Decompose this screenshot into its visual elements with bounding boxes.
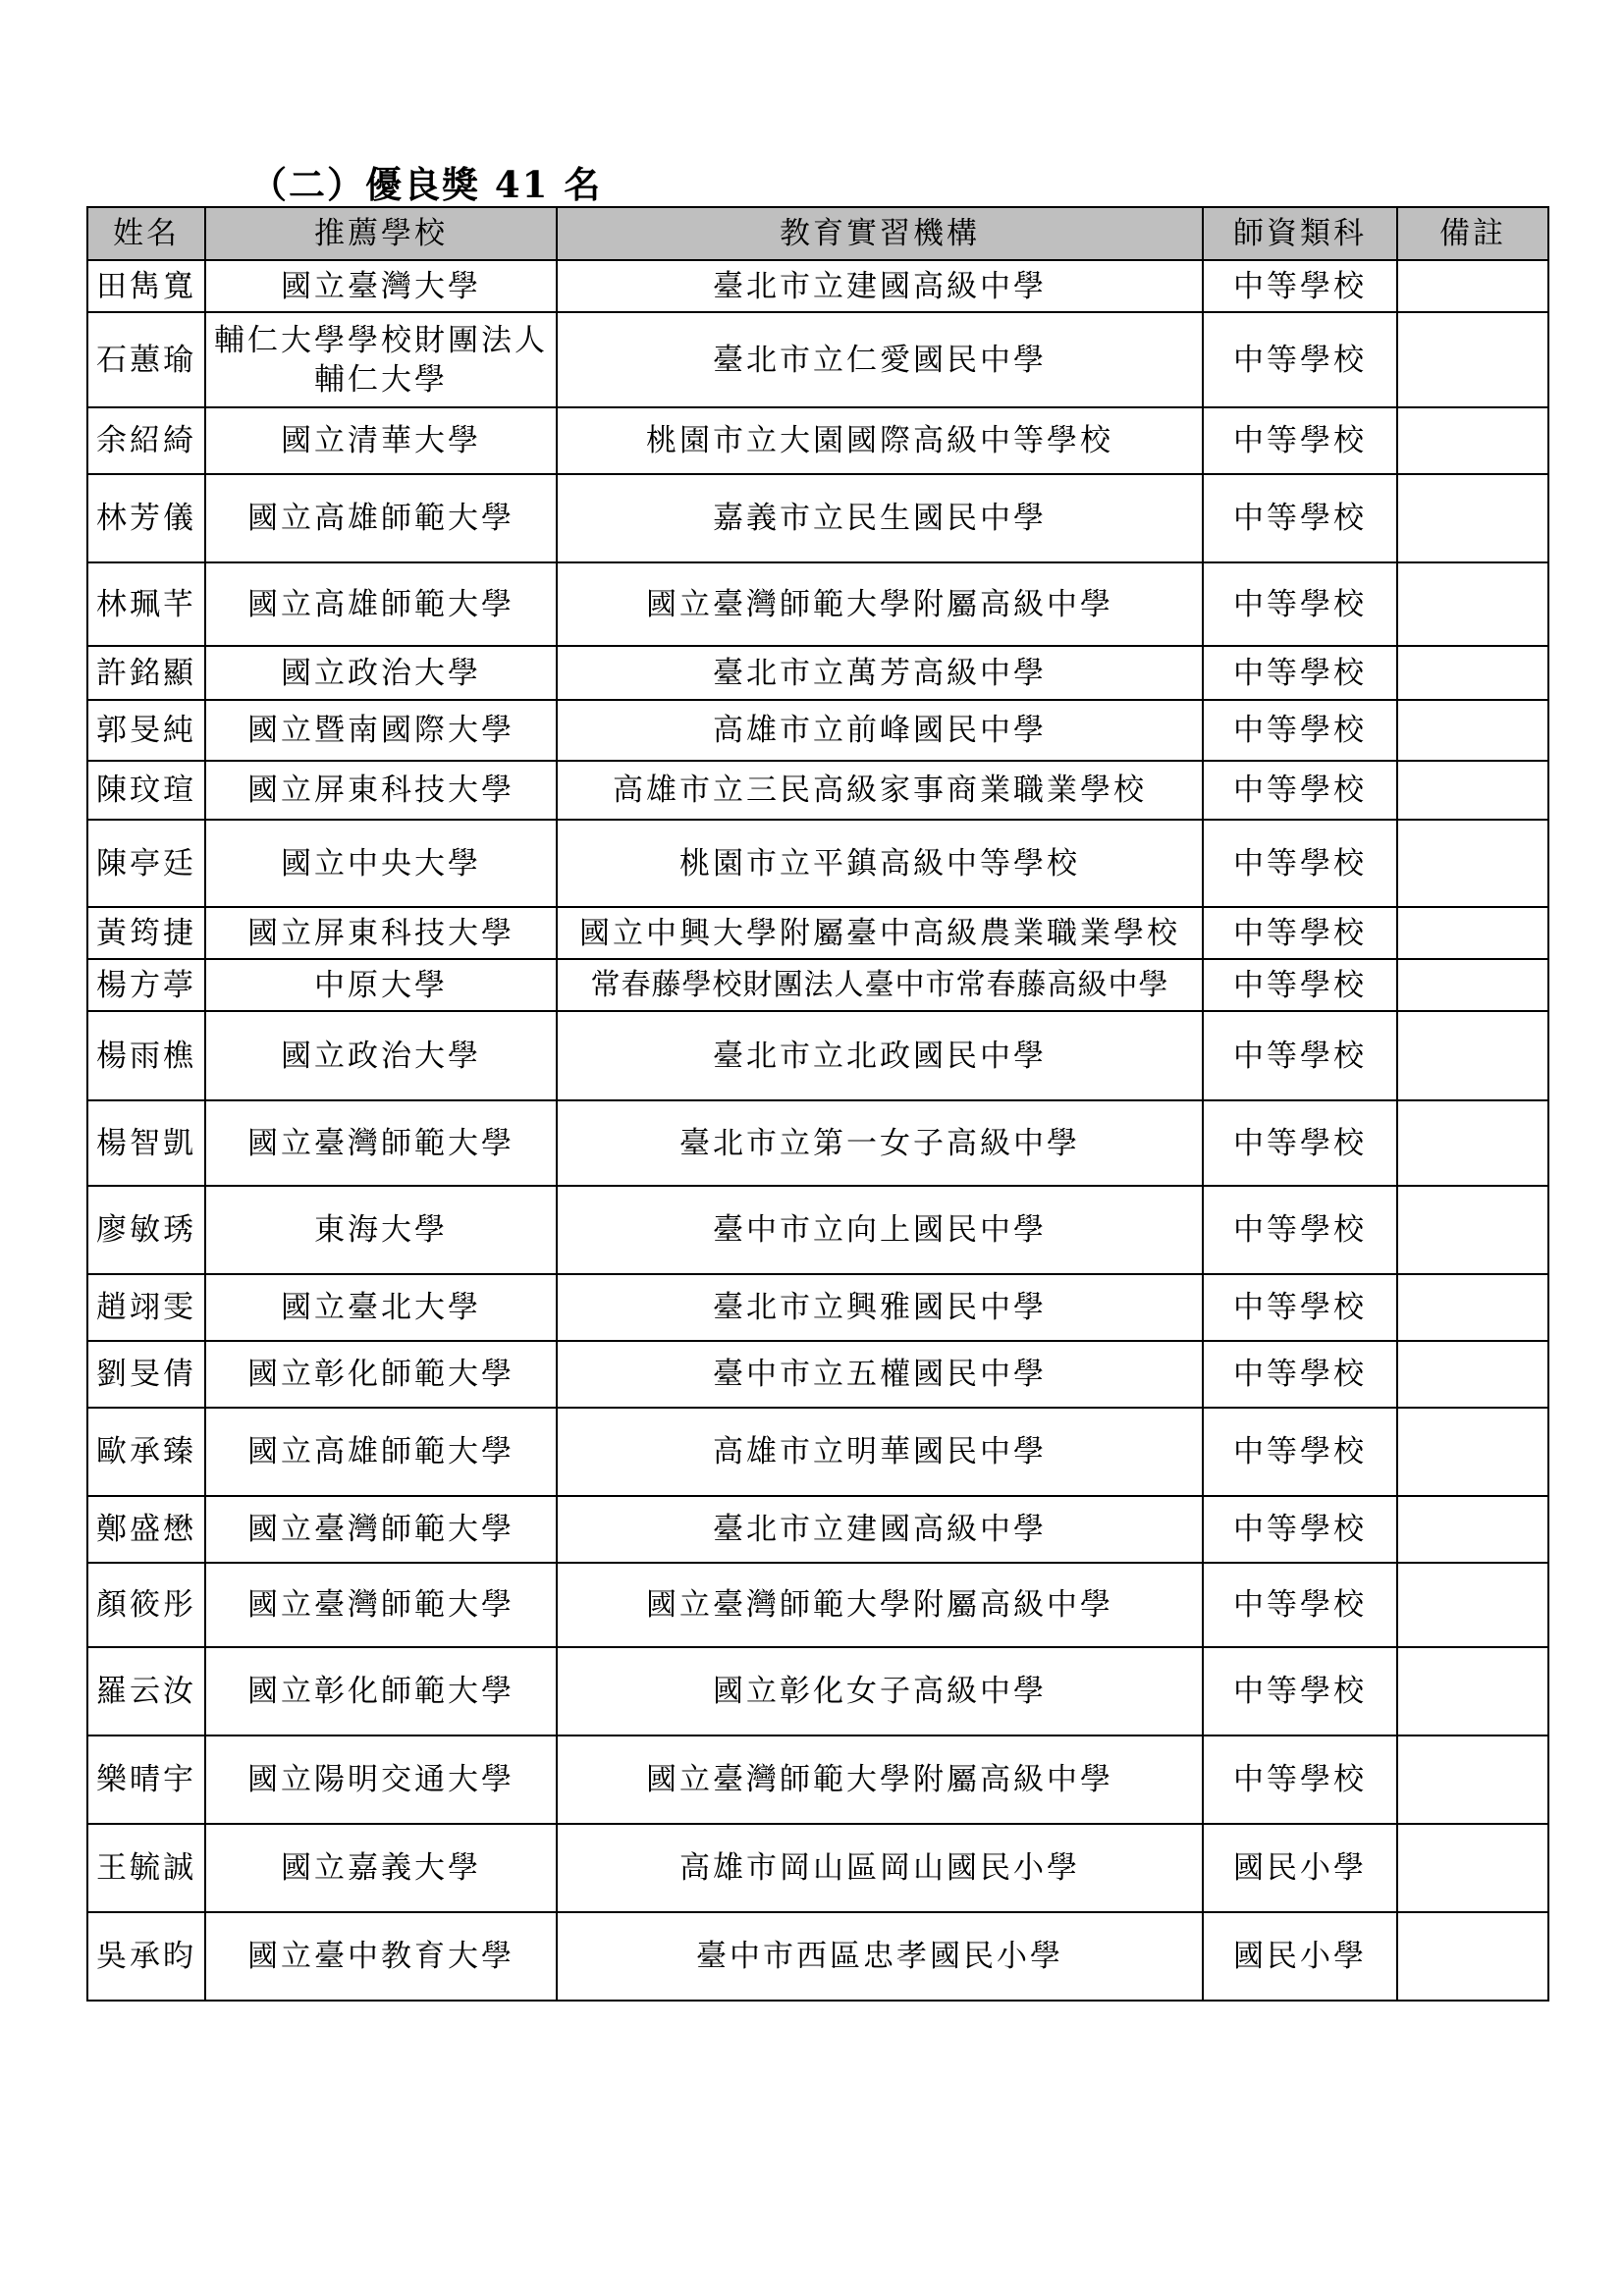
cell-remark xyxy=(1397,907,1548,959)
cell-school: 國立暨南國際大學 xyxy=(205,700,557,761)
cell-school: 國立政治大學 xyxy=(205,646,557,700)
cell-school: 國立臺灣師範大學 xyxy=(205,1563,557,1647)
cell-category: 中等學校 xyxy=(1203,1274,1397,1341)
cell-institution: 臺中市立向上國民中學 xyxy=(557,1186,1203,1274)
cell-name: 田雋寬 xyxy=(87,260,205,312)
cell-category: 中等學校 xyxy=(1203,1647,1397,1735)
table-row xyxy=(87,1011,1548,1100)
table-row xyxy=(87,1912,1548,2001)
cell-category: 中等學校 xyxy=(1203,959,1397,1011)
cell-institution: 高雄市立前峰國民中學 xyxy=(557,700,1203,761)
cell-remark xyxy=(1397,1735,1548,1824)
cell-school: 國立臺中教育大學 xyxy=(205,1912,557,2001)
cell-remark xyxy=(1397,1824,1548,1912)
cell-remark xyxy=(1397,1563,1548,1647)
cell-school: 國立彰化師範大學 xyxy=(205,1647,557,1735)
cell-remark xyxy=(1397,474,1548,562)
cell-remark xyxy=(1397,1100,1548,1186)
cell-name: 郭旻純 xyxy=(87,700,205,761)
table-row xyxy=(87,1563,1548,1647)
table-body xyxy=(87,260,1548,2001)
table-row xyxy=(87,1100,1548,1186)
cell-institution: 高雄市岡山區岡山國民小學 xyxy=(557,1824,1203,1912)
award-table xyxy=(86,206,1549,2002)
cell-name: 余紹綺 xyxy=(87,407,205,474)
cell-category: 國民小學 xyxy=(1203,1824,1397,1912)
cell-name: 林珮芊 xyxy=(87,562,205,646)
cell-category: 中等學校 xyxy=(1203,1408,1397,1496)
cell-institution: 國立彰化女子高級中學 xyxy=(557,1647,1203,1735)
cell-institution: 嘉義市立民生國民中學 xyxy=(557,474,1203,562)
cell-name: 羅云汝 xyxy=(87,1647,205,1735)
cell-school: 國立高雄師範大學 xyxy=(205,562,557,646)
table-row xyxy=(87,761,1548,820)
table-row xyxy=(87,1186,1548,1274)
cell-name: 陳玟瑄 xyxy=(87,761,205,820)
table-row xyxy=(87,1408,1548,1496)
cell-category: 中等學校 xyxy=(1203,1100,1397,1186)
table-row xyxy=(87,820,1548,907)
cell-institution: 高雄市立明華國民中學 xyxy=(557,1408,1203,1496)
table-row xyxy=(87,907,1548,959)
table-row xyxy=(87,562,1548,646)
cell-school: 國立臺灣師範大學 xyxy=(205,1100,557,1186)
cell-name: 吳承昀 xyxy=(87,1912,205,2001)
cell-category: 中等學校 xyxy=(1203,1563,1397,1647)
cell-category: 國民小學 xyxy=(1203,1912,1397,2001)
table-row xyxy=(87,260,1548,312)
cell-remark xyxy=(1397,1186,1548,1274)
cell-name: 顏筱彤 xyxy=(87,1563,205,1647)
cell-remark xyxy=(1397,1912,1548,2001)
cell-school: 中原大學 xyxy=(205,959,557,1011)
header-institution: 教育實習機構 xyxy=(557,207,1203,260)
table-row xyxy=(87,1647,1548,1735)
cell-school: 國立中央大學 xyxy=(205,820,557,907)
cell-remark xyxy=(1397,646,1548,700)
table-row xyxy=(87,1735,1548,1824)
cell-name: 許銘顯 xyxy=(87,646,205,700)
cell-institution: 臺北市立仁愛國民中學 xyxy=(557,312,1203,407)
cell-category: 中等學校 xyxy=(1203,646,1397,700)
table-row xyxy=(87,312,1548,407)
cell-remark xyxy=(1397,1274,1548,1341)
cell-remark xyxy=(1397,312,1548,407)
header-remark: 備註 xyxy=(1397,207,1548,260)
cell-category: 中等學校 xyxy=(1203,1011,1397,1100)
cell-remark xyxy=(1397,407,1548,474)
cell-name: 楊智凱 xyxy=(87,1100,205,1186)
table-row xyxy=(87,1824,1548,1912)
cell-school: 國立彰化師範大學 xyxy=(205,1341,557,1408)
cell-institution: 桃園市立大園國際高級中等學校 xyxy=(557,407,1203,474)
cell-category: 中等學校 xyxy=(1203,407,1397,474)
table-row xyxy=(87,474,1548,562)
cell-institution: 國立中興大學附屬臺中高級農業職業學校 xyxy=(557,907,1203,959)
header-row xyxy=(87,207,1548,260)
cell-name: 陳亭廷 xyxy=(87,820,205,907)
table-row xyxy=(87,700,1548,761)
cell-name: 歐承臻 xyxy=(87,1408,205,1496)
cell-school: 國立高雄師範大學 xyxy=(205,1408,557,1496)
table-row xyxy=(87,407,1548,474)
cell-school: 國立嘉義大學 xyxy=(205,1824,557,1912)
cell-institution: 國立臺灣師範大學附屬高級中學 xyxy=(557,1735,1203,1824)
table-row xyxy=(87,1274,1548,1341)
cell-remark xyxy=(1397,1496,1548,1563)
cell-category: 中等學校 xyxy=(1203,562,1397,646)
cell-institution: 臺北市立第一女子高級中學 xyxy=(557,1100,1203,1186)
cell-remark xyxy=(1397,1647,1548,1735)
cell-name: 楊方葶 xyxy=(87,959,205,1011)
table-row xyxy=(87,1496,1548,1563)
cell-school: 國立臺北大學 xyxy=(205,1274,557,1341)
cell-name: 林芳儀 xyxy=(87,474,205,562)
cell-name: 廖敏琇 xyxy=(87,1186,205,1274)
header-category: 師資類科 xyxy=(1203,207,1397,260)
cell-school: 國立政治大學 xyxy=(205,1011,557,1100)
cell-school: 國立屏東科技大學 xyxy=(205,761,557,820)
cell-remark xyxy=(1397,562,1548,646)
cell-category: 中等學校 xyxy=(1203,1735,1397,1824)
cell-category: 中等學校 xyxy=(1203,761,1397,820)
table-header xyxy=(87,207,1548,260)
cell-institution: 常春藤學校財團法人臺中市常春藤高級中學 xyxy=(557,959,1203,1011)
cell-remark xyxy=(1397,1408,1548,1496)
cell-institution: 國立臺灣師範大學附屬高級中學 xyxy=(557,1563,1203,1647)
cell-category: 中等學校 xyxy=(1203,260,1397,312)
cell-school: 東海大學 xyxy=(205,1186,557,1274)
cell-name: 王毓誠 xyxy=(87,1824,205,1912)
cell-name: 鄭盛懋 xyxy=(87,1496,205,1563)
cell-institution: 臺北市立興雅國民中學 xyxy=(557,1274,1203,1341)
table-row xyxy=(87,1341,1548,1408)
section-title: （二）優良獎 41 名 xyxy=(250,163,603,206)
cell-name: 趙翊雯 xyxy=(87,1274,205,1341)
cell-category: 中等學校 xyxy=(1203,820,1397,907)
cell-category: 中等學校 xyxy=(1203,907,1397,959)
cell-name: 樂晴宇 xyxy=(87,1735,205,1824)
cell-institution: 臺北市立建國高級中學 xyxy=(557,1496,1203,1563)
header-school: 推薦學校 xyxy=(205,207,557,260)
cell-remark xyxy=(1397,761,1548,820)
cell-remark xyxy=(1397,700,1548,761)
cell-category: 中等學校 xyxy=(1203,1186,1397,1274)
cell-school: 國立臺灣師範大學 xyxy=(205,1496,557,1563)
cell-institution: 桃園市立平鎮高級中等學校 xyxy=(557,820,1203,907)
cell-remark xyxy=(1397,820,1548,907)
cell-name: 楊雨樵 xyxy=(87,1011,205,1100)
cell-remark xyxy=(1397,1341,1548,1408)
cell-institution: 高雄市立三民高級家事商業職業學校 xyxy=(557,761,1203,820)
cell-institution: 臺中市立五權國民中學 xyxy=(557,1341,1203,1408)
cell-school: 國立屏東科技大學 xyxy=(205,907,557,959)
cell-school: 國立高雄師範大學 xyxy=(205,474,557,562)
table-row xyxy=(87,646,1548,700)
cell-category: 中等學校 xyxy=(1203,700,1397,761)
cell-category: 中等學校 xyxy=(1203,1496,1397,1563)
cell-institution: 國立臺灣師範大學附屬高級中學 xyxy=(557,562,1203,646)
cell-remark xyxy=(1397,260,1548,312)
cell-name: 石蕙瑜 xyxy=(87,312,205,407)
cell-category: 中等學校 xyxy=(1203,1341,1397,1408)
header-name: 姓名 xyxy=(87,207,205,260)
cell-school: 國立清華大學 xyxy=(205,407,557,474)
table-row xyxy=(87,959,1548,1011)
cell-institution: 臺中市西區忠孝國民小學 xyxy=(557,1912,1203,2001)
cell-remark xyxy=(1397,1011,1548,1100)
cell-institution: 臺北市立萬芳高級中學 xyxy=(557,646,1203,700)
cell-institution: 臺北市立北政國民中學 xyxy=(557,1011,1203,1100)
cell-institution: 臺北市立建國高級中學 xyxy=(557,260,1203,312)
cell-category: 中等學校 xyxy=(1203,312,1397,407)
cell-category: 中等學校 xyxy=(1203,474,1397,562)
cell-name: 黃筠捷 xyxy=(87,907,205,959)
cell-school: 國立陽明交通大學 xyxy=(205,1735,557,1824)
cell-school: 國立臺灣大學 xyxy=(205,260,557,312)
cell-school: 輔仁大學學校財團法人輔仁大學 xyxy=(205,312,557,407)
cell-remark xyxy=(1397,959,1548,1011)
cell-name: 劉旻倩 xyxy=(87,1341,205,1408)
